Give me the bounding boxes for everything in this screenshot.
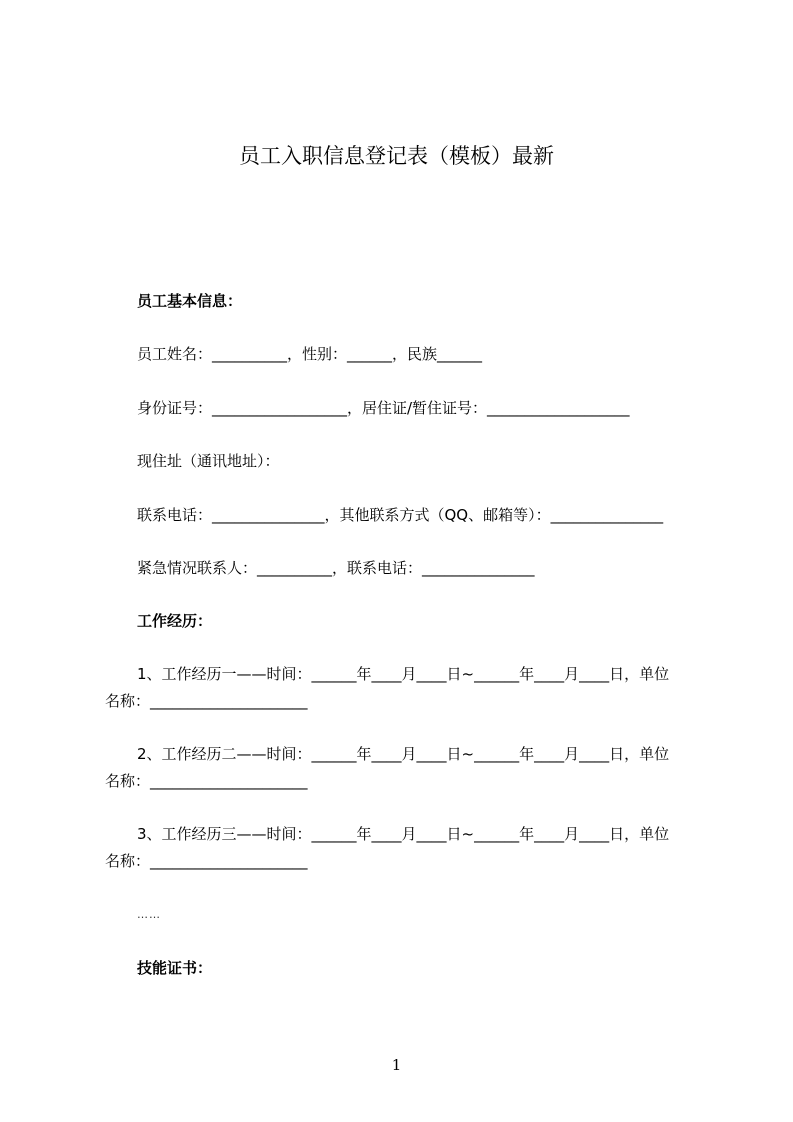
employee-name-gender-ethnicity-line: 员工姓名：__________，性别：______，民族______ [137, 345, 483, 363]
work-history-entry-3-line1: 3、工作经历三——时间：______年____月____日~______年____月____日，单位 [137, 825, 670, 843]
section-heading-work-history: 工作经历： [137, 612, 213, 630]
document-title: 员工入职信息登记表（模板）最新 [239, 144, 554, 168]
work-history-entry-1-line1: 1、工作经历一——时间：______年____月____日~______年____月____日，单位 [137, 665, 670, 683]
section-heading-skills: 技能证书： [137, 959, 213, 977]
work-history-entry-2-line1: 2、工作经历二——时间：______年____月____日~______年____月____日，单位 [137, 745, 670, 763]
work-history-ellipsis: …… [137, 908, 161, 921]
work-history-entry-3-line2: 名称：_____________________ [105, 852, 308, 870]
emergency-contact-line: 紧急情况联系人：__________，联系电话：_______________ [137, 559, 535, 577]
work-history-entry-2-line2: 名称：_____________________ [105, 772, 308, 790]
id-number-line: 身份证号：__________________，居住证/暂住证号：___________________ [137, 399, 630, 417]
page-number: 1 [391, 1056, 402, 1074]
address-line: 现住址（通讯地址）： [137, 452, 280, 470]
section-heading-basic-info: 员工基本信息： [137, 292, 243, 310]
contact-phone-line: 联系电话：_______________，其他联系方式（QQ、邮箱等）：_______________ [137, 506, 664, 524]
work-history-entry-1-line2: 名称：_____________________ [105, 692, 308, 710]
